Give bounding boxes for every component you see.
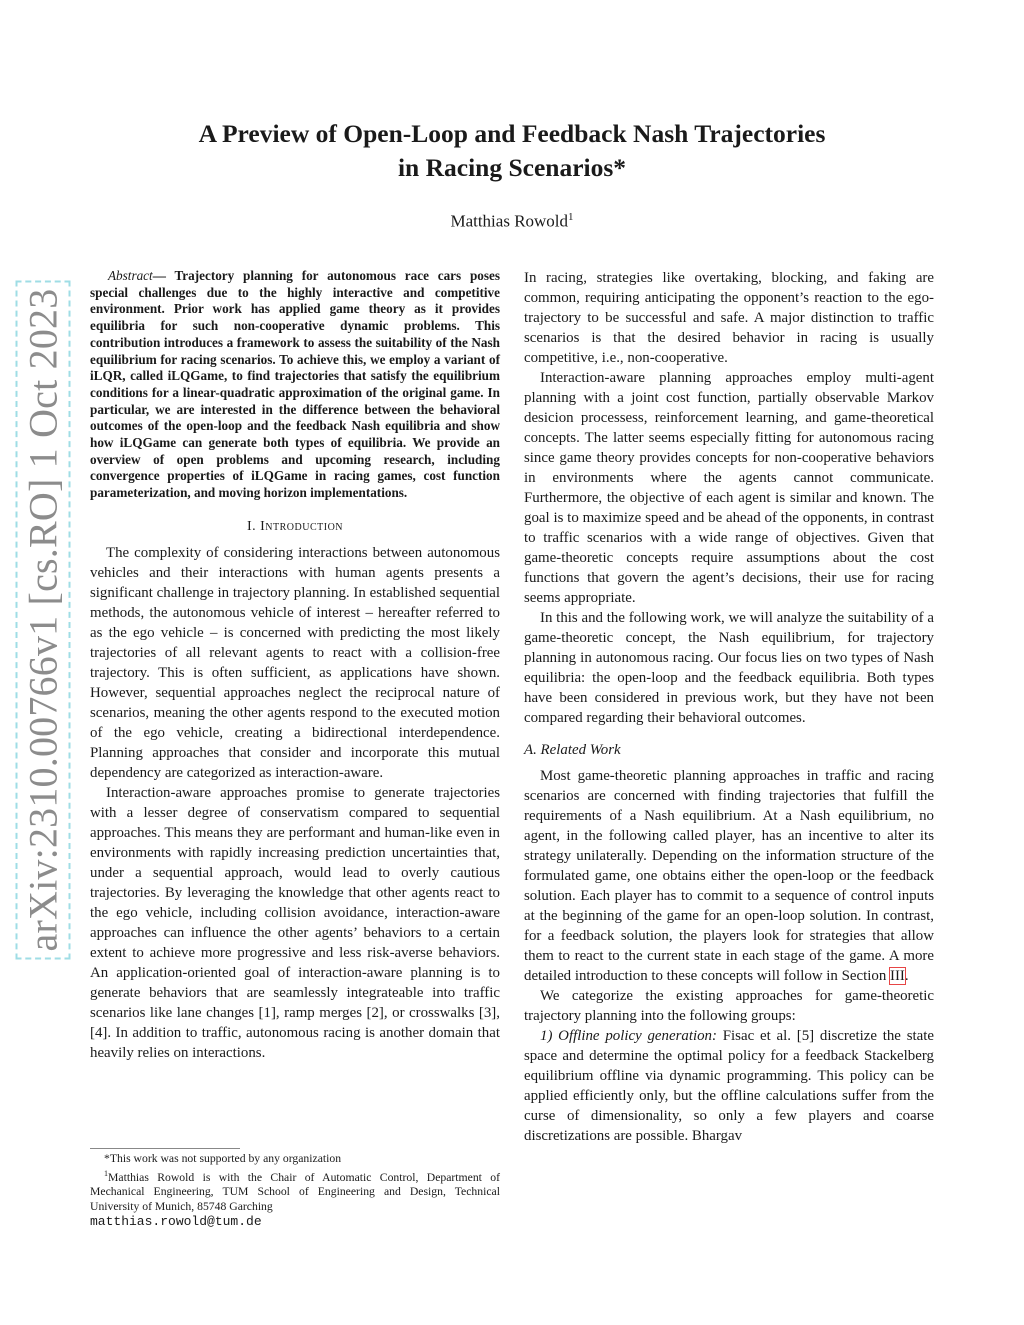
offline-policy-label: 1) Offline policy generation:: [540, 1028, 717, 1044]
footnote-affiliation: [90, 1167, 500, 1230]
intro-paragraph-1: The complexity of considering interactions between autonomous vehicles and their interactions with human agents presents a significant challenge in trajectory planning. In established sequential methods, the autonomous vehicle of interest – hereafter referred to as the ego vehicle – is concerned with predicting the most likely trajectories of all relevant agents to react with a collision-free trajectory. This is often sufficient, as applications have shown. However, sequential approaches neglect the reciprocal nature of scenarios, meaning the other agents respond to the executed motion of the ego vehicle, creating a bidirectional interdependence. Planning approaches that consider and incorporate this mutual dependency are categorized as interaction-aware.: [90, 544, 500, 781]
author-affiliation-mark: 1: [568, 211, 574, 223]
related-work-paragraph-2: We categorize the existing approaches for game-theoretic trajectory planning into the following groups:: [524, 988, 934, 1024]
abstract-text: Trajectory planning for autonomous race cars poses special challenges due to the highly interactive and competitive environment. Prior work has applied game theory as it provides equilibria for such non-cooperative dynamic problems. This contribution introduces a framework to assess the suitability of the Nash equilibrium for racing scenarios. To achieve this, we employ a variant of iLQR, called iLQGame, to find trajectories that satisfy the equilibrium conditions for a linear-quadratic approximation of the original game. In particular, we are interested in the difference between the behavioral outcomes of the open-loop and the feedback Nash equilibria and show how iLQGame can generate both types of equilibria. We provide an overview of open problems and upcoming research, including convergence properties of iLQGame in racing games, cost function parameterization, and moving horizon implementations.: [90, 268, 500, 501]
related-work-text: Most game-theoretic planning approaches in traffic and racing scenarios are concerned with finding trajectories that fulfill the requirements of a Nash equilibrium. At a Nash equilibrium, no agent, in the following called player, has an incentive to alter its strategy unilaterally. Depending on the information structure of the formulated game, one obtains either the open-loop or the feedback solution. Each player has to commit to a sequence of control inputs at the beginning of the game for an open-loop solution. In contrast, for a feedback solution, the players look for strategies that allow them to react to the current state in each stage of the game. A more detailed introduction to these concepts will follow in Section: [524, 768, 934, 984]
footnote-rule: [90, 1148, 240, 1149]
section-number: I.: [246, 518, 261, 534]
title-line-1: A Preview of Open-Loop and Feedback Nash Trajectories: [198, 119, 826, 148]
section-reference-link[interactable]: III: [889, 968, 905, 984]
subsection-heading-related-work: A. Related Work: [524, 742, 621, 758]
intro-paragraph-3: In racing, strategies like overtaking, blocking, and faking are common, requiring anticipating the opponent’s reaction to the ego-trajectory to be successful and safe. A major distinction to traffic scenarios is that the desired behavior in racing is usually competitive, i.e., non-cooperative.: [524, 270, 934, 366]
footnote-funding: *This work was not supported by any organization: [104, 1152, 342, 1165]
intro-paragraph-4: Interaction-aware planning approaches employ multi-agent planning with a joint cost function, partially observable Markov desicion processess, reinforcement learning, and game-theoretical concepts. The latter seems especially fitting for autonomous racing since game theory provides concepts for non-cooperative behaviors in environments where the agents cannot communicate. Furthermore, the objective of each agent is similar and known. The goal is to maximize speed and be ahead of the opponents, in contrast to traffic scenarios with a wide range of objectives. Given that game-theoretic concepts require assumptions about the cost functions that govern the agent’s decisions, their use for racing seems appropriate.: [524, 370, 934, 606]
arxiv-id-text: arXiv:2310.00766v1 [cs.RO] 1 Oct 2023: [20, 285, 67, 956]
footnotes: [90, 1152, 500, 1230]
section-heading-introduction: [90, 517, 500, 537]
related-work-paragraph-3: [524, 1026, 934, 1146]
right-column: [524, 268, 934, 1146]
title-line-2: in Racing Scenarios*: [397, 153, 627, 182]
author-name: Matthias Rowold: [450, 211, 569, 231]
left-column: [90, 268, 500, 1063]
offline-policy-text: Fisac et al. [5] discretize the state space and determine the optimal policy for a feedback Stackelberg equilibrium offline via dynamic programming. This policy can be applied efficiently only, but the offline calculations suffer from the curse of dimensionality, so only a few players and coarse discretizations are possible. Bhargav: [524, 1028, 934, 1144]
section-title: Introduction: [260, 518, 344, 534]
footnote-mark: 1: [104, 1168, 108, 1178]
author-line: [100, 211, 924, 232]
author-email: matthias.rowold@tum.de: [90, 1214, 262, 1230]
related-work-paragraph-1: [524, 766, 934, 986]
arxiv-identifier-sidebar: [20, 288, 66, 952]
abstract-dash: —: [152, 268, 175, 283]
footnote-affiliation-text: Matthias Rowold is with the Chair of Automatic Control, Department of Mechanical Engineering, TUM School of Engineering and Design, Technical University of Munich, 85748 Garching: [90, 1170, 500, 1214]
abstract: [90, 268, 500, 502]
paper-title: [100, 117, 924, 185]
intro-paragraph-2: Interaction-aware approaches promise to generate trajectories with a lesser degree of conservatism compared to sequential approaches. This means they are performant and human-like even in environments with rapidly increasing prediction uncertainties that, under a sequential approach, would lead to overly cautious trajectories. By leveraging the knowledge that other agents react to the ego vehicle, including collision avoidance, interaction-aware approaches can influence the other agents’ behaviors to a certain extent to achieve more progressive and less risk-averse behaviors. An application-oriented goal of interaction-aware planning is to generate behaviors that are seamlessly integrateable into traffic scenarios like lane changes [1], ramp merges [2], or crosswalks [3], [4]. In addition to traffic, autonomous racing is another domain that heavily relies on interactions.: [90, 784, 500, 1061]
related-work-period: .: [904, 968, 909, 984]
intro-paragraph-5: In this and the following work, we will analyze the suitability of a game-theoretic concept, the Nash equilibrium, for trajectory planning in autonomous racing. Our focus lies on two types of Nash equilibria: the open-loop and the feedback equilibria. Both types have been considered in previous work, but they have not been compared regarding their behavioral outcomes.: [524, 610, 934, 726]
abstract-label: Abstract: [108, 268, 153, 283]
